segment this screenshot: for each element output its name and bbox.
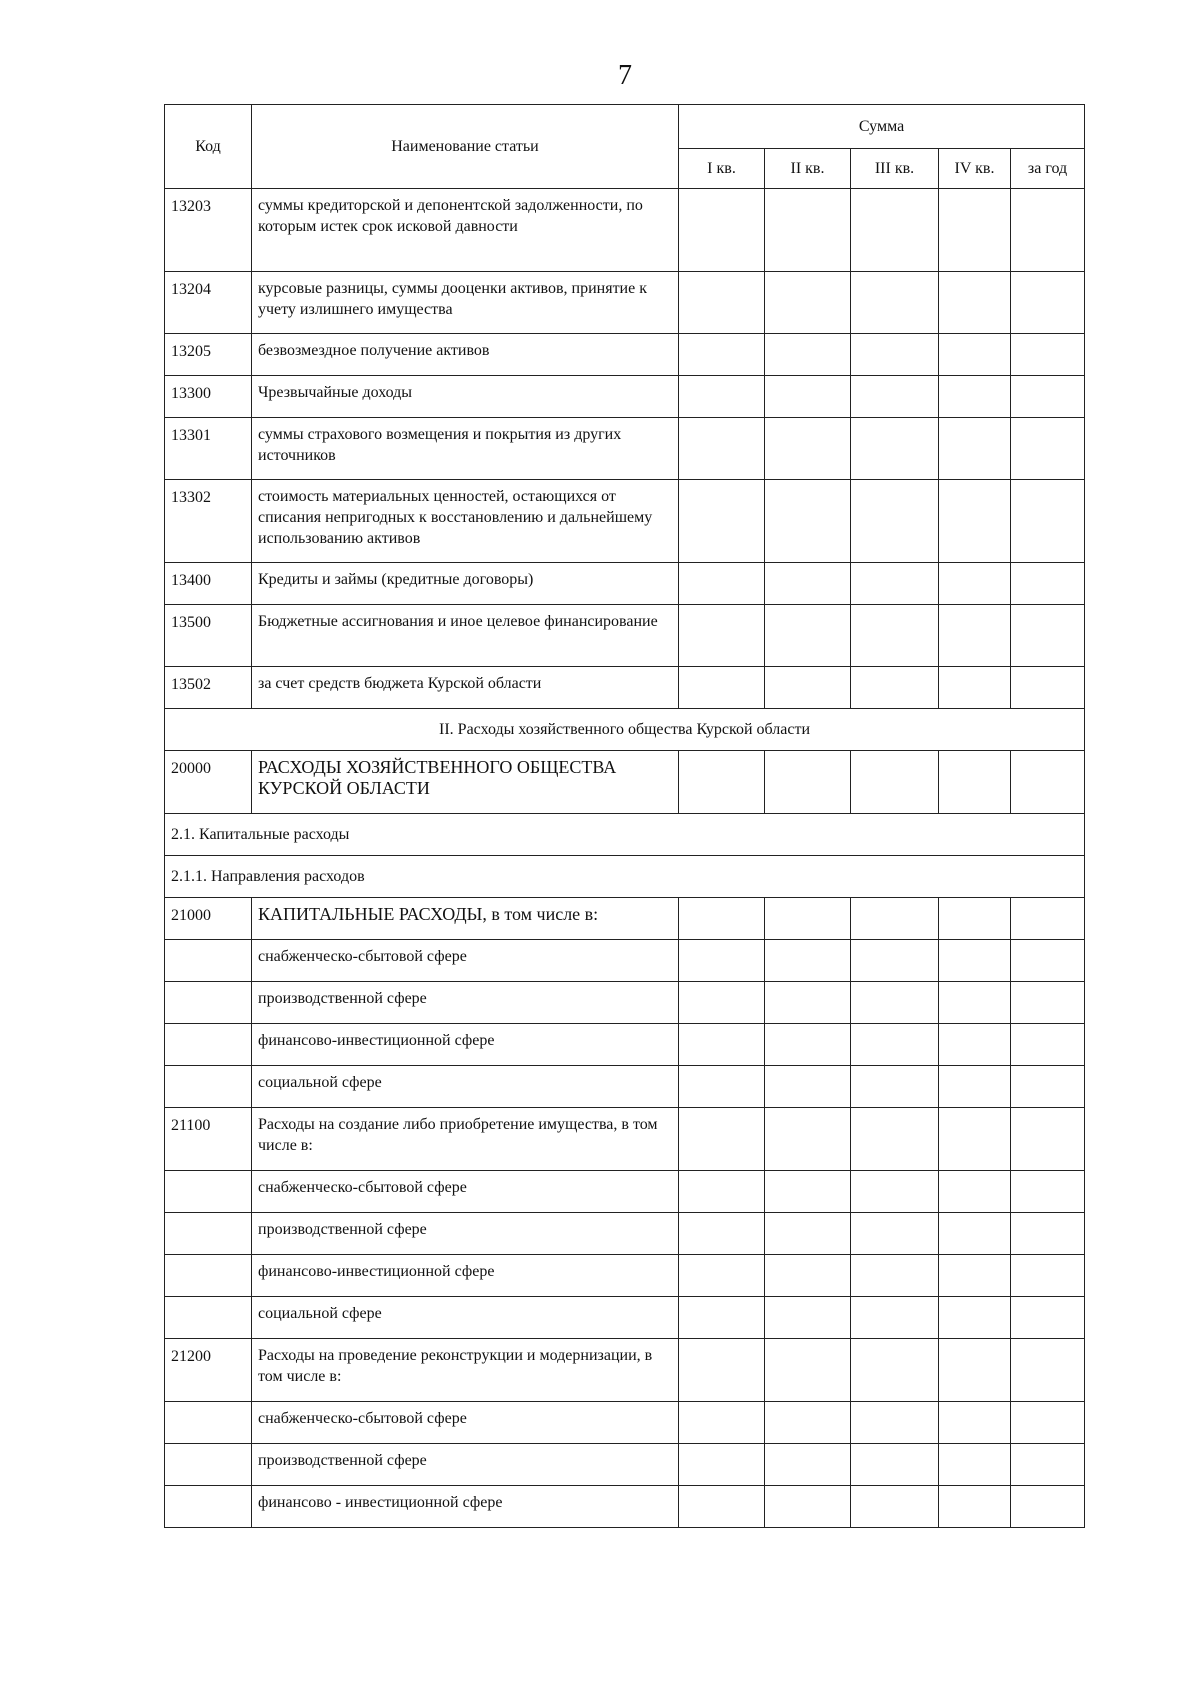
value-cell-q4 — [939, 1444, 1011, 1486]
value-cell-q2 — [765, 1171, 851, 1213]
value-cell-q3 — [851, 1066, 939, 1108]
item-code: 21000 — [165, 898, 252, 940]
value-cell-q1 — [679, 1213, 765, 1255]
value-cell-q4 — [939, 940, 1011, 982]
table-row — [165, 667, 1085, 709]
subsection-heading: 2.1.1. Направления расходов — [165, 856, 1085, 898]
value-cell-q1 — [679, 605, 765, 667]
table-row — [165, 376, 1085, 418]
value-cell-q2 — [765, 605, 851, 667]
value-cell-q1 — [679, 1402, 765, 1444]
value-cell-year — [1011, 940, 1085, 982]
table-row — [165, 1444, 1085, 1486]
value-cell-year — [1011, 1444, 1085, 1486]
value-cell-q3 — [851, 1486, 939, 1528]
value-cell-q2 — [765, 1402, 851, 1444]
value-cell-q4 — [939, 898, 1011, 940]
table-row — [165, 418, 1085, 480]
value-cell-q3 — [851, 1108, 939, 1171]
table-row — [165, 1024, 1085, 1066]
item-name: Расходы на проведение реконструкции и модернизации, в том числе в: — [252, 1339, 679, 1402]
value-cell-q3 — [851, 1024, 939, 1066]
value-cell-q1 — [679, 272, 765, 334]
item-code: 20000 — [165, 751, 252, 814]
value-cell-year — [1011, 563, 1085, 605]
value-cell-year — [1011, 376, 1085, 418]
item-code — [165, 1297, 252, 1339]
value-cell-q1 — [679, 1339, 765, 1402]
item-code — [165, 1486, 252, 1528]
value-cell-q1 — [679, 1108, 765, 1171]
header-code: Код — [165, 105, 252, 189]
value-cell-year — [1011, 982, 1085, 1024]
value-cell-q4 — [939, 1171, 1011, 1213]
value-cell-q2 — [765, 1066, 851, 1108]
value-cell-q4 — [939, 1213, 1011, 1255]
value-cell-q1 — [679, 898, 765, 940]
value-cell-q3 — [851, 272, 939, 334]
item-code — [165, 1024, 252, 1066]
value-cell-q2 — [765, 940, 851, 982]
value-cell-year — [1011, 480, 1085, 563]
value-cell-q1 — [679, 1297, 765, 1339]
value-cell-q2 — [765, 1213, 851, 1255]
value-cell-q1 — [679, 334, 765, 376]
item-name: снабженческо-сбытовой сфере — [252, 1171, 679, 1213]
value-cell-q3 — [851, 480, 939, 563]
value-cell-q3 — [851, 189, 939, 272]
subsection-row — [165, 856, 1085, 898]
section-row — [165, 709, 1085, 751]
value-cell-q3 — [851, 982, 939, 1024]
value-cell-q4 — [939, 1486, 1011, 1528]
item-code: 13502 — [165, 667, 252, 709]
item-code — [165, 1255, 252, 1297]
table-row — [165, 480, 1085, 563]
value-cell-q1 — [679, 189, 765, 272]
value-cell-q3 — [851, 751, 939, 814]
page-number: 7 — [618, 60, 632, 91]
item-name: суммы страхового возмещения и покрытия из других источников — [252, 418, 679, 480]
item-code: 13204 — [165, 272, 252, 334]
value-cell-q1 — [679, 1066, 765, 1108]
item-name: финансово-инвестиционной сфере — [252, 1255, 679, 1297]
value-cell-q4 — [939, 1339, 1011, 1402]
budget-table — [164, 104, 1085, 1528]
table-row — [165, 334, 1085, 376]
table-row — [165, 605, 1085, 667]
value-cell-q4 — [939, 334, 1011, 376]
value-cell-q3 — [851, 1402, 939, 1444]
value-cell-q2 — [765, 1255, 851, 1297]
value-cell-q3 — [851, 1297, 939, 1339]
value-cell-q3 — [851, 605, 939, 667]
value-cell-q3 — [851, 376, 939, 418]
value-cell-q2 — [765, 418, 851, 480]
item-name: социальной сфере — [252, 1297, 679, 1339]
value-cell-q4 — [939, 667, 1011, 709]
table-row — [165, 1108, 1085, 1171]
value-cell-q3 — [851, 1171, 939, 1213]
item-name: безвозмездное получение активов — [252, 334, 679, 376]
value-cell-year — [1011, 418, 1085, 480]
table-row — [165, 1255, 1085, 1297]
value-cell-q1 — [679, 1024, 765, 1066]
item-name: снабженческо-сбытовой сфере — [252, 940, 679, 982]
value-cell-q2 — [765, 563, 851, 605]
value-cell-q4 — [939, 1024, 1011, 1066]
item-name: Бюджетные ассигнования и иное целевое финансирование — [252, 605, 679, 667]
value-cell-q2 — [765, 189, 851, 272]
value-cell-year — [1011, 751, 1085, 814]
value-cell-q1 — [679, 376, 765, 418]
item-code — [165, 940, 252, 982]
subsection-heading: 2.1. Капитальные расходы — [165, 814, 1085, 856]
item-name: финансово - инвестиционной сфере — [252, 1486, 679, 1528]
value-cell-q4 — [939, 272, 1011, 334]
value-cell-q2 — [765, 667, 851, 709]
item-name: за счет средств бюджета Курской области — [252, 667, 679, 709]
item-code — [165, 1444, 252, 1486]
value-cell-q3 — [851, 334, 939, 376]
value-cell-year — [1011, 1402, 1085, 1444]
value-cell-q3 — [851, 667, 939, 709]
value-cell-q1 — [679, 1171, 765, 1213]
table-row — [165, 1339, 1085, 1402]
value-cell-q4 — [939, 480, 1011, 563]
item-name: социальной сфере — [252, 1066, 679, 1108]
value-cell-year — [1011, 1024, 1085, 1066]
value-cell-q1 — [679, 982, 765, 1024]
value-cell-q4 — [939, 376, 1011, 418]
item-name: снабженческо-сбытовой сфере — [252, 1402, 679, 1444]
value-cell-q1 — [679, 1444, 765, 1486]
value-cell-q1 — [679, 1486, 765, 1528]
value-cell-q2 — [765, 272, 851, 334]
value-cell-year — [1011, 1339, 1085, 1402]
item-code — [165, 1066, 252, 1108]
value-cell-q4 — [939, 189, 1011, 272]
value-cell-q2 — [765, 334, 851, 376]
value-cell-q2 — [765, 1024, 851, 1066]
value-cell-year — [1011, 1213, 1085, 1255]
value-cell-q3 — [851, 1444, 939, 1486]
item-code: 13302 — [165, 480, 252, 563]
table-row — [165, 1402, 1085, 1444]
value-cell-year — [1011, 898, 1085, 940]
item-name: производственной сфере — [252, 1213, 679, 1255]
item-code: 21100 — [165, 1108, 252, 1171]
section-heading: II. Расходы хозяйственного общества Курской области — [165, 709, 1085, 751]
value-cell-q3 — [851, 1339, 939, 1402]
item-name: курсовые разницы, суммы дооценки активов, принятие к учету излишнего имущества — [252, 272, 679, 334]
table-row — [165, 563, 1085, 605]
item-name: производственной сфере — [252, 1444, 679, 1486]
value-cell-year — [1011, 667, 1085, 709]
item-code: 13400 — [165, 563, 252, 605]
value-cell-year — [1011, 1486, 1085, 1528]
value-cell-q3 — [851, 1213, 939, 1255]
value-cell-q4 — [939, 1255, 1011, 1297]
table-row — [165, 1213, 1085, 1255]
header-q4: IV кв. — [939, 149, 1011, 189]
item-name: стоимость материальных ценностей, остающихся от списания непригодных к восстановлению и дальнейшему использованию активов — [252, 480, 679, 563]
header-sum: Сумма — [679, 105, 1085, 149]
value-cell-year — [1011, 272, 1085, 334]
item-code — [165, 1213, 252, 1255]
value-cell-q2 — [765, 480, 851, 563]
value-cell-q2 — [765, 1297, 851, 1339]
item-code: 13500 — [165, 605, 252, 667]
value-cell-q2 — [765, 1444, 851, 1486]
table-row — [165, 189, 1085, 272]
value-cell-q4 — [939, 982, 1011, 1024]
table-row — [165, 898, 1085, 940]
value-cell-q1 — [679, 418, 765, 480]
value-cell-year — [1011, 1171, 1085, 1213]
item-name: КАПИТАЛЬНЫЕ РАСХОДЫ, в том числе в: — [252, 898, 679, 940]
table-row — [165, 1297, 1085, 1339]
value-cell-q4 — [939, 1402, 1011, 1444]
value-cell-q3 — [851, 1255, 939, 1297]
value-cell-q4 — [939, 1108, 1011, 1171]
value-cell-q3 — [851, 940, 939, 982]
value-cell-year — [1011, 1255, 1085, 1297]
header-name: Наименование статьи — [252, 105, 679, 189]
table-row — [165, 1066, 1085, 1108]
value-cell-q3 — [851, 563, 939, 605]
value-cell-q3 — [851, 898, 939, 940]
item-code — [165, 1402, 252, 1444]
value-cell-year — [1011, 605, 1085, 667]
value-cell-q2 — [765, 376, 851, 418]
value-cell-q2 — [765, 1486, 851, 1528]
item-name: Чрезвычайные доходы — [252, 376, 679, 418]
header-year: за год — [1011, 149, 1085, 189]
value-cell-q4 — [939, 1066, 1011, 1108]
value-cell-q1 — [679, 751, 765, 814]
item-code: 21200 — [165, 1339, 252, 1402]
item-code: 13300 — [165, 376, 252, 418]
item-name: производственной сфере — [252, 982, 679, 1024]
item-name: суммы кредиторской и депонентской задолженности, по которым истек срок исковой давности — [252, 189, 679, 272]
table-row — [165, 1486, 1085, 1528]
subsection-row — [165, 814, 1085, 856]
value-cell-q4 — [939, 1297, 1011, 1339]
value-cell-q4 — [939, 751, 1011, 814]
item-code — [165, 982, 252, 1024]
table-row — [165, 1171, 1085, 1213]
value-cell-q2 — [765, 1108, 851, 1171]
header-q1: I кв. — [679, 149, 765, 189]
value-cell-year — [1011, 1066, 1085, 1108]
value-cell-q4 — [939, 418, 1011, 480]
value-cell-q2 — [765, 982, 851, 1024]
value-cell-q2 — [765, 1339, 851, 1402]
item-code — [165, 1171, 252, 1213]
value-cell-q1 — [679, 480, 765, 563]
value-cell-q1 — [679, 1255, 765, 1297]
value-cell-q1 — [679, 667, 765, 709]
value-cell-year — [1011, 334, 1085, 376]
table-row — [165, 751, 1085, 814]
value-cell-q4 — [939, 563, 1011, 605]
header-q2: II кв. — [765, 149, 851, 189]
item-code: 13205 — [165, 334, 252, 376]
budget-table-container — [164, 104, 1084, 1528]
value-cell-q1 — [679, 940, 765, 982]
item-name: финансово-инвестиционной сфере — [252, 1024, 679, 1066]
value-cell-year — [1011, 1297, 1085, 1339]
value-cell-q2 — [765, 898, 851, 940]
table-body — [165, 189, 1085, 1528]
table-header — [165, 105, 1085, 189]
value-cell-q1 — [679, 563, 765, 605]
table-row — [165, 982, 1085, 1024]
table-row — [165, 940, 1085, 982]
item-name: РАСХОДЫ ХОЗЯЙСТВЕННОГО ОБЩЕСТВА КУРСКОЙ ОБЛАСТИ — [252, 751, 679, 814]
value-cell-year — [1011, 189, 1085, 272]
item-code: 13203 — [165, 189, 252, 272]
value-cell-q2 — [765, 751, 851, 814]
value-cell-q3 — [851, 418, 939, 480]
value-cell-q4 — [939, 605, 1011, 667]
header-q3: III кв. — [851, 149, 939, 189]
item-name: Расходы на создание либо приобретение имущества, в том числе в: — [252, 1108, 679, 1171]
value-cell-year — [1011, 1108, 1085, 1171]
item-name: Кредиты и займы (кредитные договоры) — [252, 563, 679, 605]
table-row — [165, 272, 1085, 334]
item-code: 13301 — [165, 418, 252, 480]
